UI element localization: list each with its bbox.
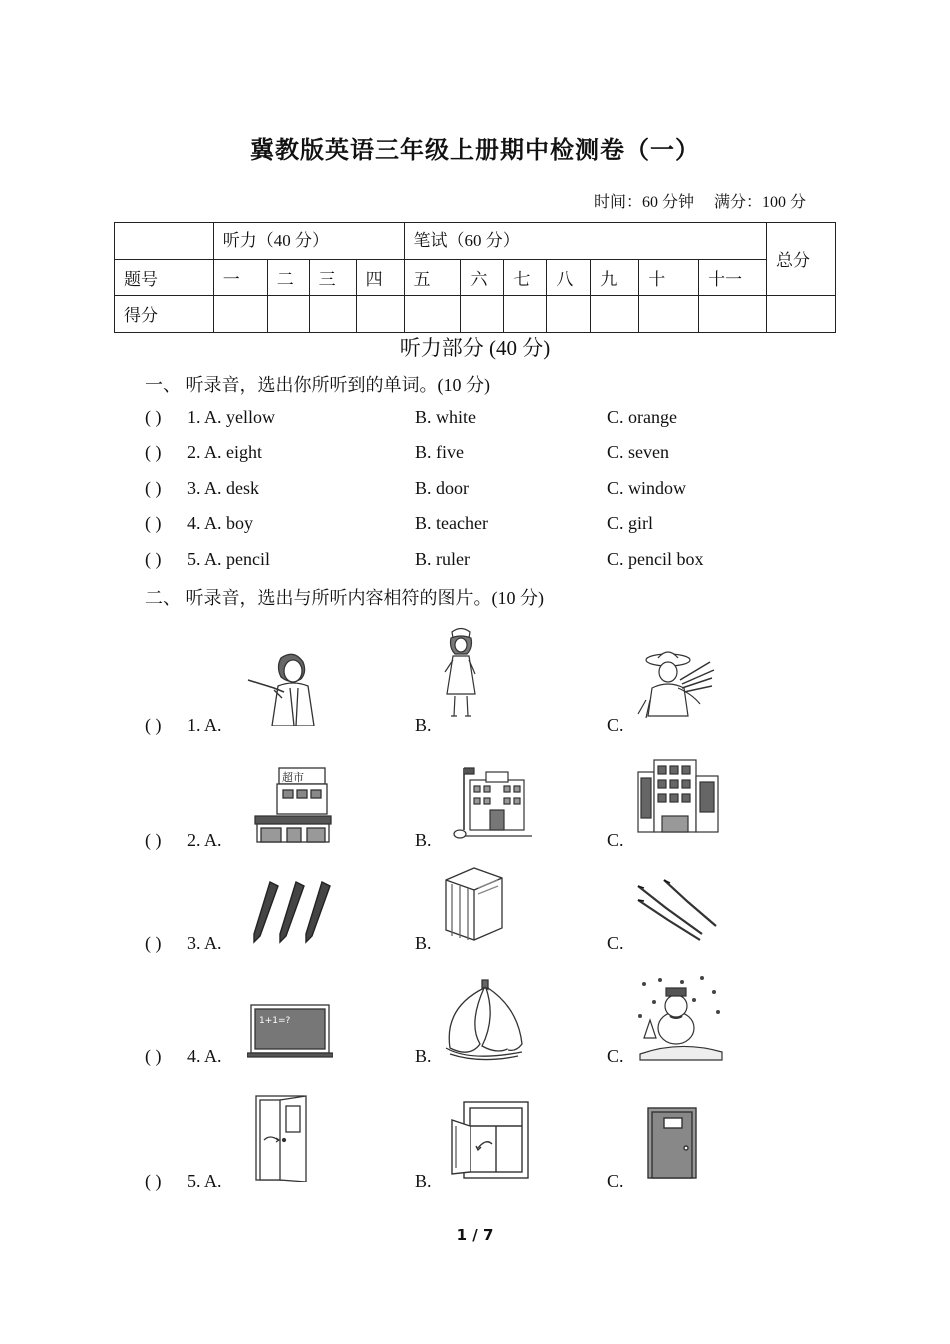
option-b-label: B. <box>415 830 432 850</box>
listening-header: 听力（40 分） <box>213 223 404 260</box>
closed-door-icon <box>642 1104 704 1180</box>
answer-blank[interactable]: ( ) <box>145 407 162 427</box>
option-b: B. door <box>415 478 469 498</box>
score-cell[interactable] <box>639 296 699 333</box>
blackboard-text: 1+1=? <box>259 1016 291 1026</box>
supermarket-icon <box>253 766 333 844</box>
pens-icon <box>634 878 718 944</box>
option-b: B. ruler <box>415 549 470 569</box>
score-table <box>114 222 836 333</box>
option-b-label: B. <box>415 1171 432 1191</box>
answer-blank[interactable]: ( ) <box>145 1171 162 1191</box>
question-row <box>145 442 845 468</box>
question-number: 十一 <box>699 260 767 296</box>
answer-blank[interactable]: ( ) <box>145 830 162 850</box>
question-number: 一 <box>213 260 267 296</box>
option-a-label: 4. A. <box>187 1046 222 1066</box>
option-c-label: C. <box>607 1171 624 1191</box>
question-number: 六 <box>461 260 504 296</box>
listening-section-heading: 听力部分 (40 分) <box>399 336 551 360</box>
option-a: 5. A. pencil <box>187 549 270 569</box>
option-a: 2. A. eight <box>187 442 262 462</box>
option-b-label: B. <box>415 933 432 953</box>
option-c-label: C. <box>607 933 624 953</box>
score-cell[interactable] <box>504 296 547 333</box>
books-icon <box>442 864 506 944</box>
option-a-label: 3. A. <box>187 933 222 953</box>
score-cell[interactable] <box>309 296 356 333</box>
question-row <box>145 513 845 539</box>
option-c: C. pencil box <box>607 549 704 569</box>
answer-blank[interactable]: ( ) <box>145 478 162 498</box>
option-c-label: C. <box>607 830 624 850</box>
option-a: 1. A. yellow <box>187 407 275 427</box>
supermarket-sign: 超市 <box>282 771 304 784</box>
question-row <box>145 549 845 575</box>
option-c: C. orange <box>607 407 677 427</box>
score-label: 得分 <box>115 296 214 333</box>
score-cell[interactable] <box>267 296 309 333</box>
part2-title: 二、 听录音，选出与所听内容相符的图片。(10 分) <box>145 588 544 608</box>
pencils-icon <box>252 878 340 946</box>
answer-blank[interactable]: ( ) <box>145 715 162 735</box>
option-a-label: 2. A. <box>187 830 222 850</box>
option-b: B. five <box>415 442 464 462</box>
part1-title: 一、 听录音，选出你所听到的单词。(10 分) <box>145 375 490 395</box>
bananas-icon <box>442 978 528 1062</box>
answer-blank[interactable]: ( ) <box>145 442 162 462</box>
writing-header: 笔试（60 分） <box>404 223 766 260</box>
option-b-label: B. <box>415 1046 432 1066</box>
nurse-icon <box>443 626 479 722</box>
score-cell[interactable] <box>461 296 504 333</box>
total-header: 总分 <box>767 223 836 296</box>
option-c-label: C. <box>607 715 624 735</box>
score-cell[interactable] <box>591 296 639 333</box>
score-cell[interactable] <box>356 296 404 333</box>
score-cell[interactable] <box>213 296 267 333</box>
snowman-icon <box>634 972 724 1064</box>
question-number: 七 <box>504 260 547 296</box>
option-c: C. seven <box>607 442 669 462</box>
exam-title: 冀教版英语三年级上册期中检测卷（一） <box>250 136 700 164</box>
score-cell[interactable] <box>699 296 767 333</box>
total-score-cell[interactable] <box>767 296 836 333</box>
option-a-label: 5. A. <box>187 1171 222 1191</box>
teacher-icon <box>246 648 321 726</box>
answer-blank[interactable]: ( ) <box>145 1046 162 1066</box>
option-c-label: C. <box>607 1046 624 1066</box>
window-icon <box>446 1098 532 1182</box>
question-row <box>145 407 845 433</box>
page-number: 1 / 7 <box>456 1226 494 1244</box>
question-number: 二 <box>267 260 309 296</box>
question-number: 十 <box>639 260 699 296</box>
option-b: B. teacher <box>415 513 488 533</box>
question-number: 五 <box>404 260 461 296</box>
question-number: 九 <box>591 260 639 296</box>
score-cell[interactable] <box>547 296 591 333</box>
score-cell[interactable] <box>404 296 461 333</box>
answer-blank[interactable]: ( ) <box>145 513 162 533</box>
open-door-icon <box>252 1092 314 1182</box>
option-a-label: 1. A. <box>187 715 222 735</box>
question-number: 三 <box>309 260 356 296</box>
answer-blank[interactable]: ( ) <box>145 933 162 953</box>
score-table-corner <box>115 223 214 260</box>
blackboard-icon <box>247 1003 333 1059</box>
time-limit: 时间：60 分钟 <box>593 194 694 211</box>
answer-blank[interactable]: ( ) <box>145 549 162 569</box>
full-score: 满分：100 分 <box>713 194 806 211</box>
question-number-label: 题号 <box>115 260 214 296</box>
exam-meta <box>578 189 806 212</box>
option-c: C. window <box>607 478 687 498</box>
option-a: 3. A. desk <box>187 478 259 498</box>
option-b-label: B. <box>415 715 432 735</box>
question-row <box>145 478 845 504</box>
question-number: 八 <box>547 260 591 296</box>
option-b: B. white <box>415 407 476 427</box>
office-building-icon <box>636 758 720 834</box>
farmer-icon <box>634 648 716 728</box>
hospital-icon <box>446 764 532 844</box>
option-a: 4. A. boy <box>187 513 254 533</box>
option-c: C. girl <box>607 513 654 533</box>
question-number: 四 <box>356 260 404 296</box>
